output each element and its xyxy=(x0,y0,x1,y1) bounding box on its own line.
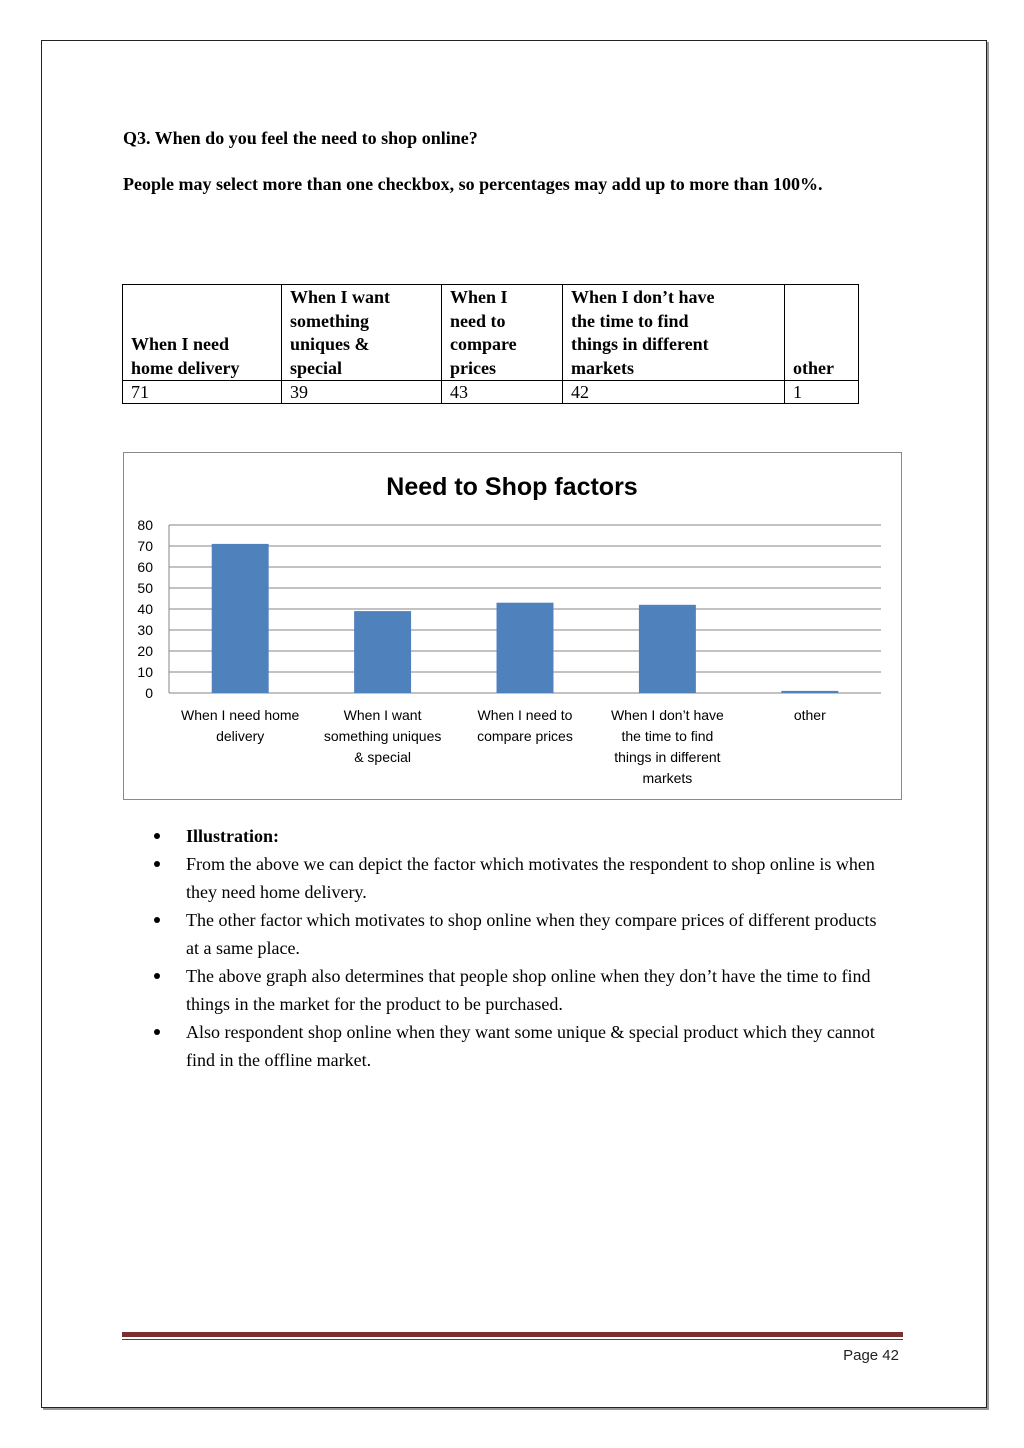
y-tick-label: 30 xyxy=(137,622,153,638)
illustration-heading: Illustration: xyxy=(150,822,890,850)
table-header-cell: When I need home delivery xyxy=(123,285,282,381)
table-header-cell: other xyxy=(785,285,859,381)
page-number: Page 42 xyxy=(843,1347,899,1364)
table-row xyxy=(123,381,859,404)
bar-chart-canvas xyxy=(124,453,901,799)
y-tick-label: 40 xyxy=(137,601,153,617)
x-tick-label: When I want xyxy=(343,707,422,723)
y-tick-label: 60 xyxy=(137,559,153,575)
x-tick-label: When I need home xyxy=(181,707,300,723)
list-item: Also respondent shop online when they want some unique & special product which they cannot find in the offline market. xyxy=(150,1018,890,1074)
y-tick-label: 20 xyxy=(137,643,153,659)
x-tick-label: When I don’t have xyxy=(610,707,724,723)
question-title: Q3. When do you feel the need to shop online? xyxy=(123,128,478,148)
table-header-row xyxy=(123,285,859,381)
x-tick-label: the time to find xyxy=(621,728,714,744)
chart-bars xyxy=(212,544,839,693)
list-item: The other factor which motivates to shop online when they compare prices of different products at a same place. xyxy=(150,906,890,962)
x-tick-label: When I need to xyxy=(477,707,573,723)
response-table xyxy=(122,284,859,404)
y-tick-label: 0 xyxy=(145,685,153,701)
x-tick-label: markets xyxy=(642,770,693,786)
table-header-cell: When I don’t have the time to find things in different markets xyxy=(563,285,785,381)
table-cell: 39 xyxy=(282,381,442,404)
y-tick-label: 70 xyxy=(137,538,153,554)
chart-bar xyxy=(212,544,269,693)
table-cell: 1 xyxy=(785,381,859,404)
y-tick-label: 50 xyxy=(137,580,153,596)
question-note: People may select more than one checkbox, so percentages may add up to more than 100%. xyxy=(123,174,823,194)
illustration-list xyxy=(150,822,890,1074)
footer-rule-thin xyxy=(122,1339,903,1340)
table-header-cell: When I want something uniques & special xyxy=(282,285,442,381)
x-tick-label: something uniques xyxy=(323,728,442,744)
chart-x-axis xyxy=(181,707,826,786)
x-tick-label: delivery xyxy=(216,728,265,744)
chart-bar xyxy=(497,603,554,693)
table-cell: 43 xyxy=(442,381,563,404)
footer-rule xyxy=(122,1332,903,1337)
x-tick-label: other xyxy=(793,707,826,723)
list-item: From the above we can depict the factor which motivates the respondent to shop online is when they need home delivery. xyxy=(150,850,890,906)
chart-y-axis xyxy=(137,517,169,701)
table-cell: 71 xyxy=(123,381,282,404)
table-header-cell: When I need to compare prices xyxy=(442,285,563,381)
x-tick-label: things in different xyxy=(614,749,721,765)
chart-bar xyxy=(781,691,838,693)
x-tick-label: & special xyxy=(354,749,412,765)
chart-title: Need to Shop factors xyxy=(386,473,638,501)
y-tick-label: 10 xyxy=(137,664,153,680)
list-item: The above graph also determines that people shop online when they don’t have the time to find things in the market for the product to be purchased. xyxy=(150,962,890,1018)
bar-chart xyxy=(123,452,902,800)
chart-bar xyxy=(639,605,696,693)
table-cell: 42 xyxy=(563,381,785,404)
x-tick-label: compare prices xyxy=(477,728,573,744)
y-tick-label: 80 xyxy=(137,517,153,533)
chart-bar xyxy=(354,611,411,693)
